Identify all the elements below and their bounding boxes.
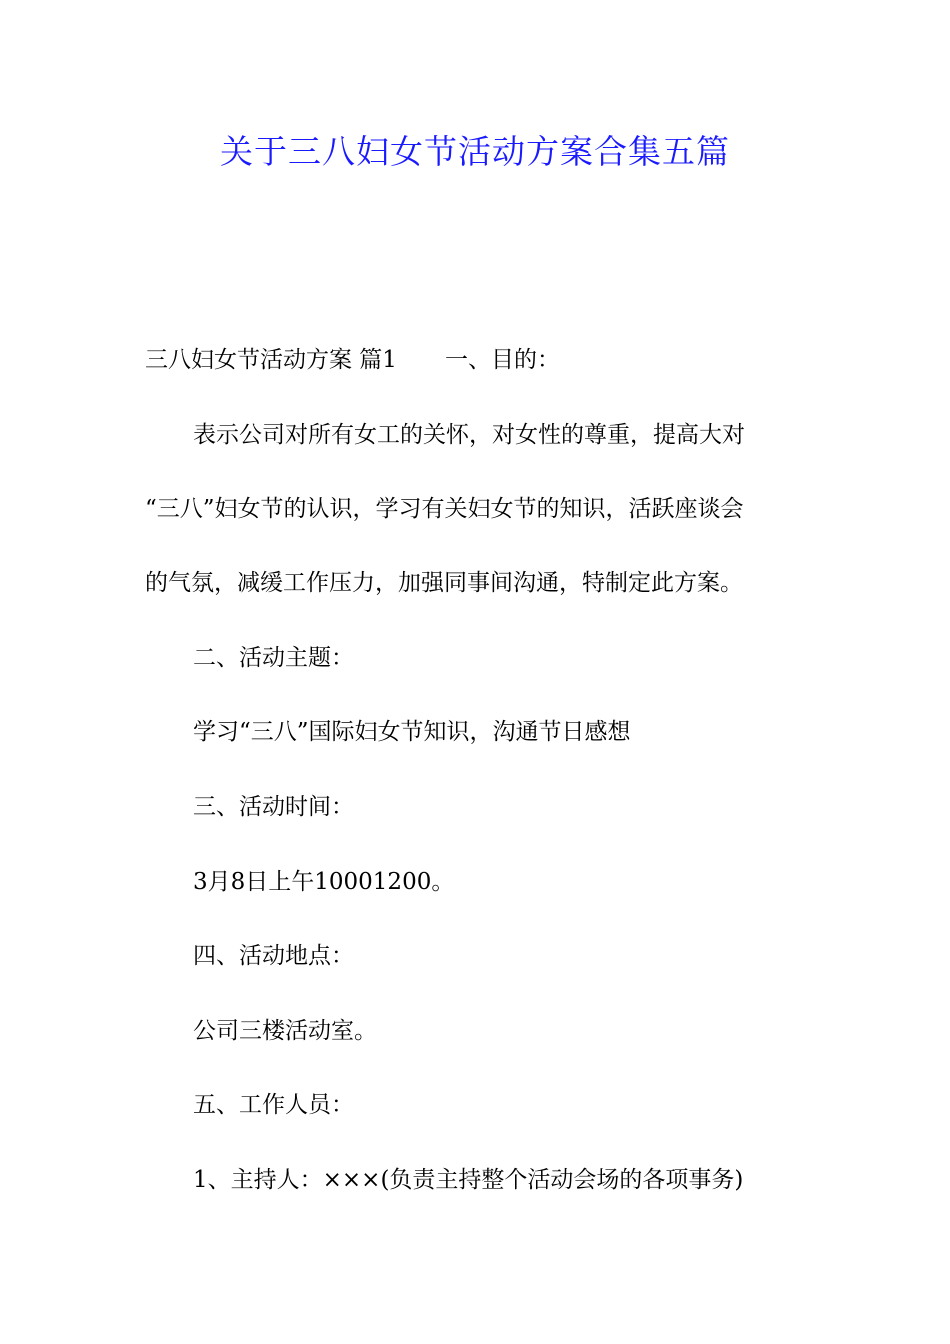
paragraph-line: “三八”妇女节的认识，学习有关妇女节的知识，活跃座谈会 bbox=[145, 496, 744, 522]
paragraph-line: 公司三楼活动室。 bbox=[193, 1018, 377, 1044]
document-title: 关于三八妇女节活动方案合集五篇 bbox=[220, 132, 730, 171]
purpose-heading: 一、目的： bbox=[444, 347, 560, 373]
section-heading bbox=[145, 344, 825, 376]
time-heading: 三、活动时间： bbox=[193, 794, 354, 820]
staff-heading: 五、工作人员： bbox=[193, 1092, 354, 1118]
article-heading: 三八妇女节活动方案 篇1 bbox=[145, 347, 397, 373]
paragraph-line: 的气氛，减缓工作压力，加强同事间沟通，特制定此方案。 bbox=[145, 570, 743, 596]
paragraph-line: 3月8日上午10001200。 bbox=[193, 869, 455, 895]
paragraph-line: 表示公司对所有女工的关怀，对女性的尊重，提高大对 bbox=[193, 422, 745, 448]
paragraph-line: 1、主持人：×××(负责主持整个活动会场的各项事务) bbox=[193, 1167, 744, 1193]
paragraph-line: 学习“三八”国际妇女节知识，沟通节日感想 bbox=[193, 719, 631, 745]
location-heading: 四、活动地点： bbox=[193, 943, 354, 969]
theme-heading: 二、活动主题： bbox=[193, 645, 354, 671]
